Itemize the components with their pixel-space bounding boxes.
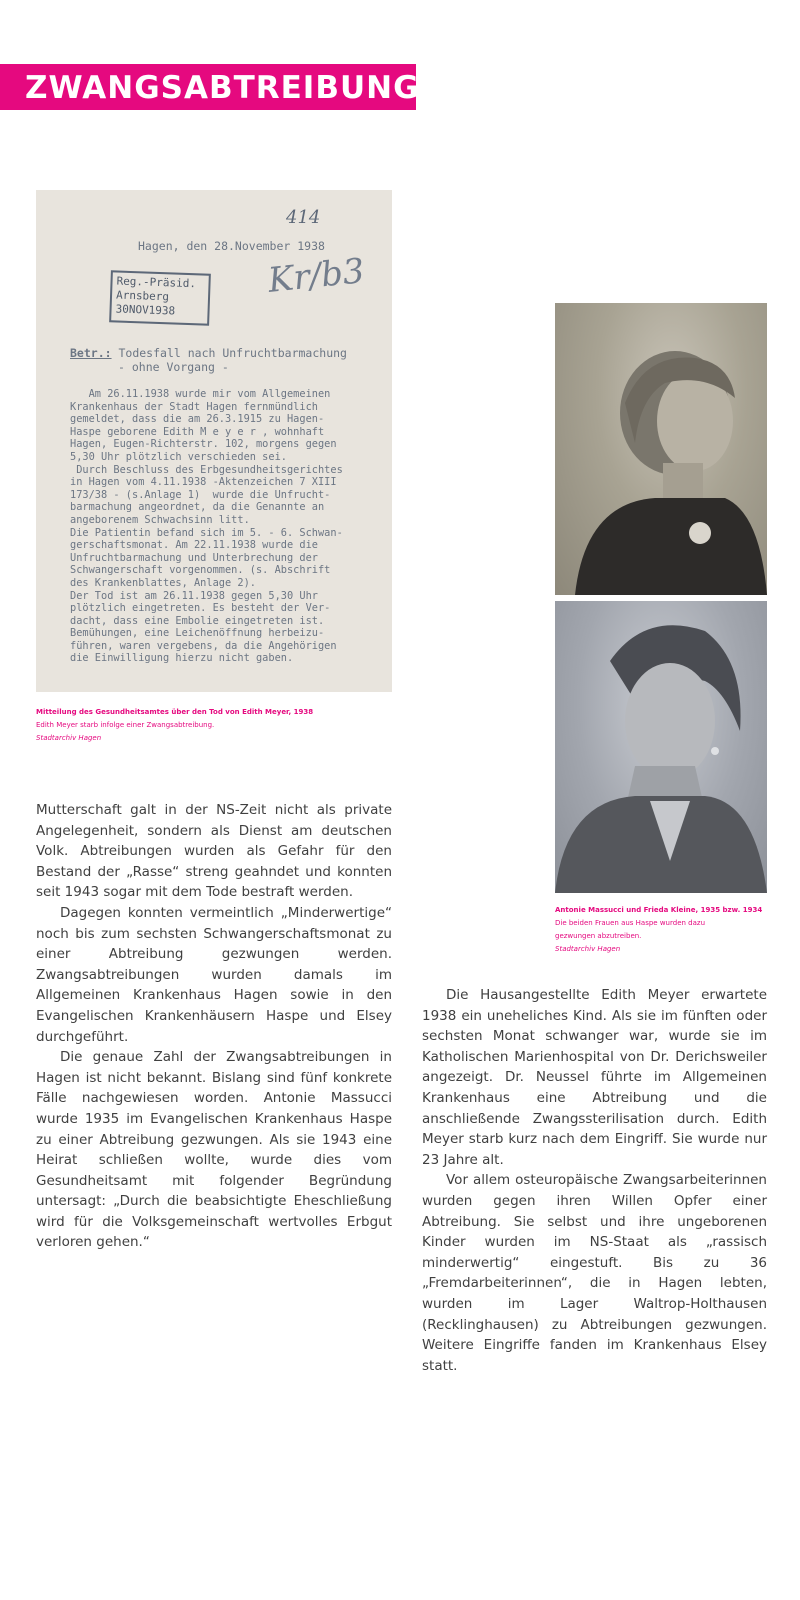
received-stamp: [109, 270, 211, 325]
photo-caption: [555, 904, 775, 956]
caption-source: Stadtarchiv Hagen: [555, 945, 621, 953]
subject-label: Betr.:: [70, 346, 112, 360]
document-caption: [36, 706, 396, 745]
paragraph: Dagegen konnten vermeintlich „Minderwertige“ noch bis zum sechsten Schwangerschaftsmonat zu einer Abtreibung gezwungen werden. Zwangsabtreibungen wurden damals im Allgemeinen Krankenhaus Hagen sowie in den Evangelischen Krankenhäusern Haspe und Elsey durchgeführt.: [36, 904, 392, 1045]
stamp-line: Arnsberg: [115, 288, 170, 304]
portrait-profile-illustration: [555, 303, 767, 595]
document-date: Hagen, den 28.November 1938: [138, 239, 325, 253]
handwritten-signature: Kr/b3: [266, 251, 367, 301]
portrait-photo-frontal: [555, 601, 767, 893]
paragraph: Mutterschaft galt in der NS-Zeit nicht als private Angelegenheit, sondern als Dienst am deutschen Volk. Abtreibungen wurden als Gefahr für den Bestand der „Rasse“ streng geahndet und konnten seit 1943 sogar mit dem Tode bestraft werden.: [36, 802, 392, 901]
document-subject: [70, 346, 347, 374]
caption-source: Stadtarchiv Hagen: [36, 734, 102, 742]
left-text-column: [36, 800, 392, 1253]
caption-title: Mitteilung des Gesundheitsamtes über den Tod von Edith Meyer, 1938: [36, 708, 314, 716]
document-number: 414: [286, 207, 321, 228]
stamp-line: Reg.-Präsid.: [116, 274, 197, 291]
paragraph: Die genaue Zahl der Zwangsabtreibungen in Hagen ist nicht bekannt. Bislang sind fünf konkrete Fälle nachgewiesen worden. Antonie Massucci wurde 1935 im Evangelischen Krankenhaus Haspe zu einer Abtreibung gezwungen. Als sie 1943 eine Heirat schließen wollte, wurde dies vom Gesundheitsamt mit folgender Begründung untersagt: „Durch die beabsichtigte Eheschließung wird für die Volksgemeinschaft wertvolles Erbgut verloren gehen.“: [36, 1049, 392, 1251]
document-body: Am 26.11.1938 wurde mir vom Allgemeinen Krankenhaus der Stadt Hagen fernmündlich gemeldet, dass die am 26.3.1915 zu Hagen- Haspe geborene Edith M e y e r , wohnhaft Hagen, Eugen-Richterstr. 102, morgens gegen 5,30 Uhr plötzlich verschieden sei. Durch Beschluss des Erbgesundheitsgerichtes in Hagen vom 4.11.1938 -Aktenzeichen 7 XIII 173/38 - (s.Anlage 1) wurde die Unfrucht- barmachung angeordnet, da die Genannte an angeborenem Schwachsinn litt. Die Patientin befand sich im 5. - 6. Schwan- gerschaftsmonat. Am 22.11.1938 wurde die Unfruchtbarmachung und Unterbrechung der Schwangerschaft vorgenommen. (s. Abschrift des Krankenblattes, Anlage 2). Der Tod ist am 26.11.1938 gegen 5,30 Uhr plötzlich eingetreten. Es besteht der Ver- dacht, dass eine Embolie eingetreten ist. Bemühungen, eine Leichenöffnung herbeizu- führen, waren vergebens, da die Angehörigen die Einwilligung hierzu nicht gaben.: [70, 388, 343, 665]
caption-title: Antonie Massucci und Frieda Kleine, 1935 bzw. 1934: [555, 906, 763, 914]
subject-sub: - ohne Vorgang -: [118, 360, 229, 374]
paragraph: Die Hausangestellte Edith Meyer erwartete 1938 ein uneheliches Kind. Als sie im fünften oder sechsten Monat schwanger war, wurde sie im Katholischen Marienhospital von Dr. Derichsweiler angezeigt. Dr. Neussel führte im Allgemeinen Krankenhaus eine Abtreibung und die anschließende Zwangssterilisation durch. Edith Meyer starb kurz nach dem Eingriff. Sie wurde nur 23 Jahre alt.: [422, 987, 767, 1168]
archive-document-image: [36, 190, 392, 692]
title-bar: [0, 64, 469, 110]
stamp-line: 30NOV1938: [115, 302, 176, 318]
right-text-column: [422, 985, 767, 1376]
caption-line: Die beiden Frauen aus Haspe wurden dazu: [555, 919, 706, 927]
subject-text: Todesfall nach Unfruchtbarmachung: [118, 346, 347, 360]
caption-line: gezwungen abzutreiben.: [555, 932, 642, 940]
paragraph: Vor allem osteuropäische Zwangsarbeiterinnen wurden gegen ihren Willen Opfer einer Abtreibung. Sie selbst und ihre ungeborenen Kinder wurden im NS-Staat als „rassisch minderwertig“ eingestuft. Bis zu 36 „Fremdarbeiterinnen“, die in Hagen lebten, wurden im Lager Waltrop-Holthausen (Recklinghausen) zu Abtreibungen gezwungen. Weitere Eingriffe fanden im Krankenhaus Elsey statt.: [422, 1172, 767, 1374]
page-title: ZWANGSABTREIBUNGEN: [25, 70, 469, 106]
portrait-frontal-illustration: [555, 601, 767, 893]
portrait-photo-profile: [555, 303, 767, 595]
caption-line: Edith Meyer starb infolge einer Zwangsabtreibung.: [36, 721, 215, 729]
